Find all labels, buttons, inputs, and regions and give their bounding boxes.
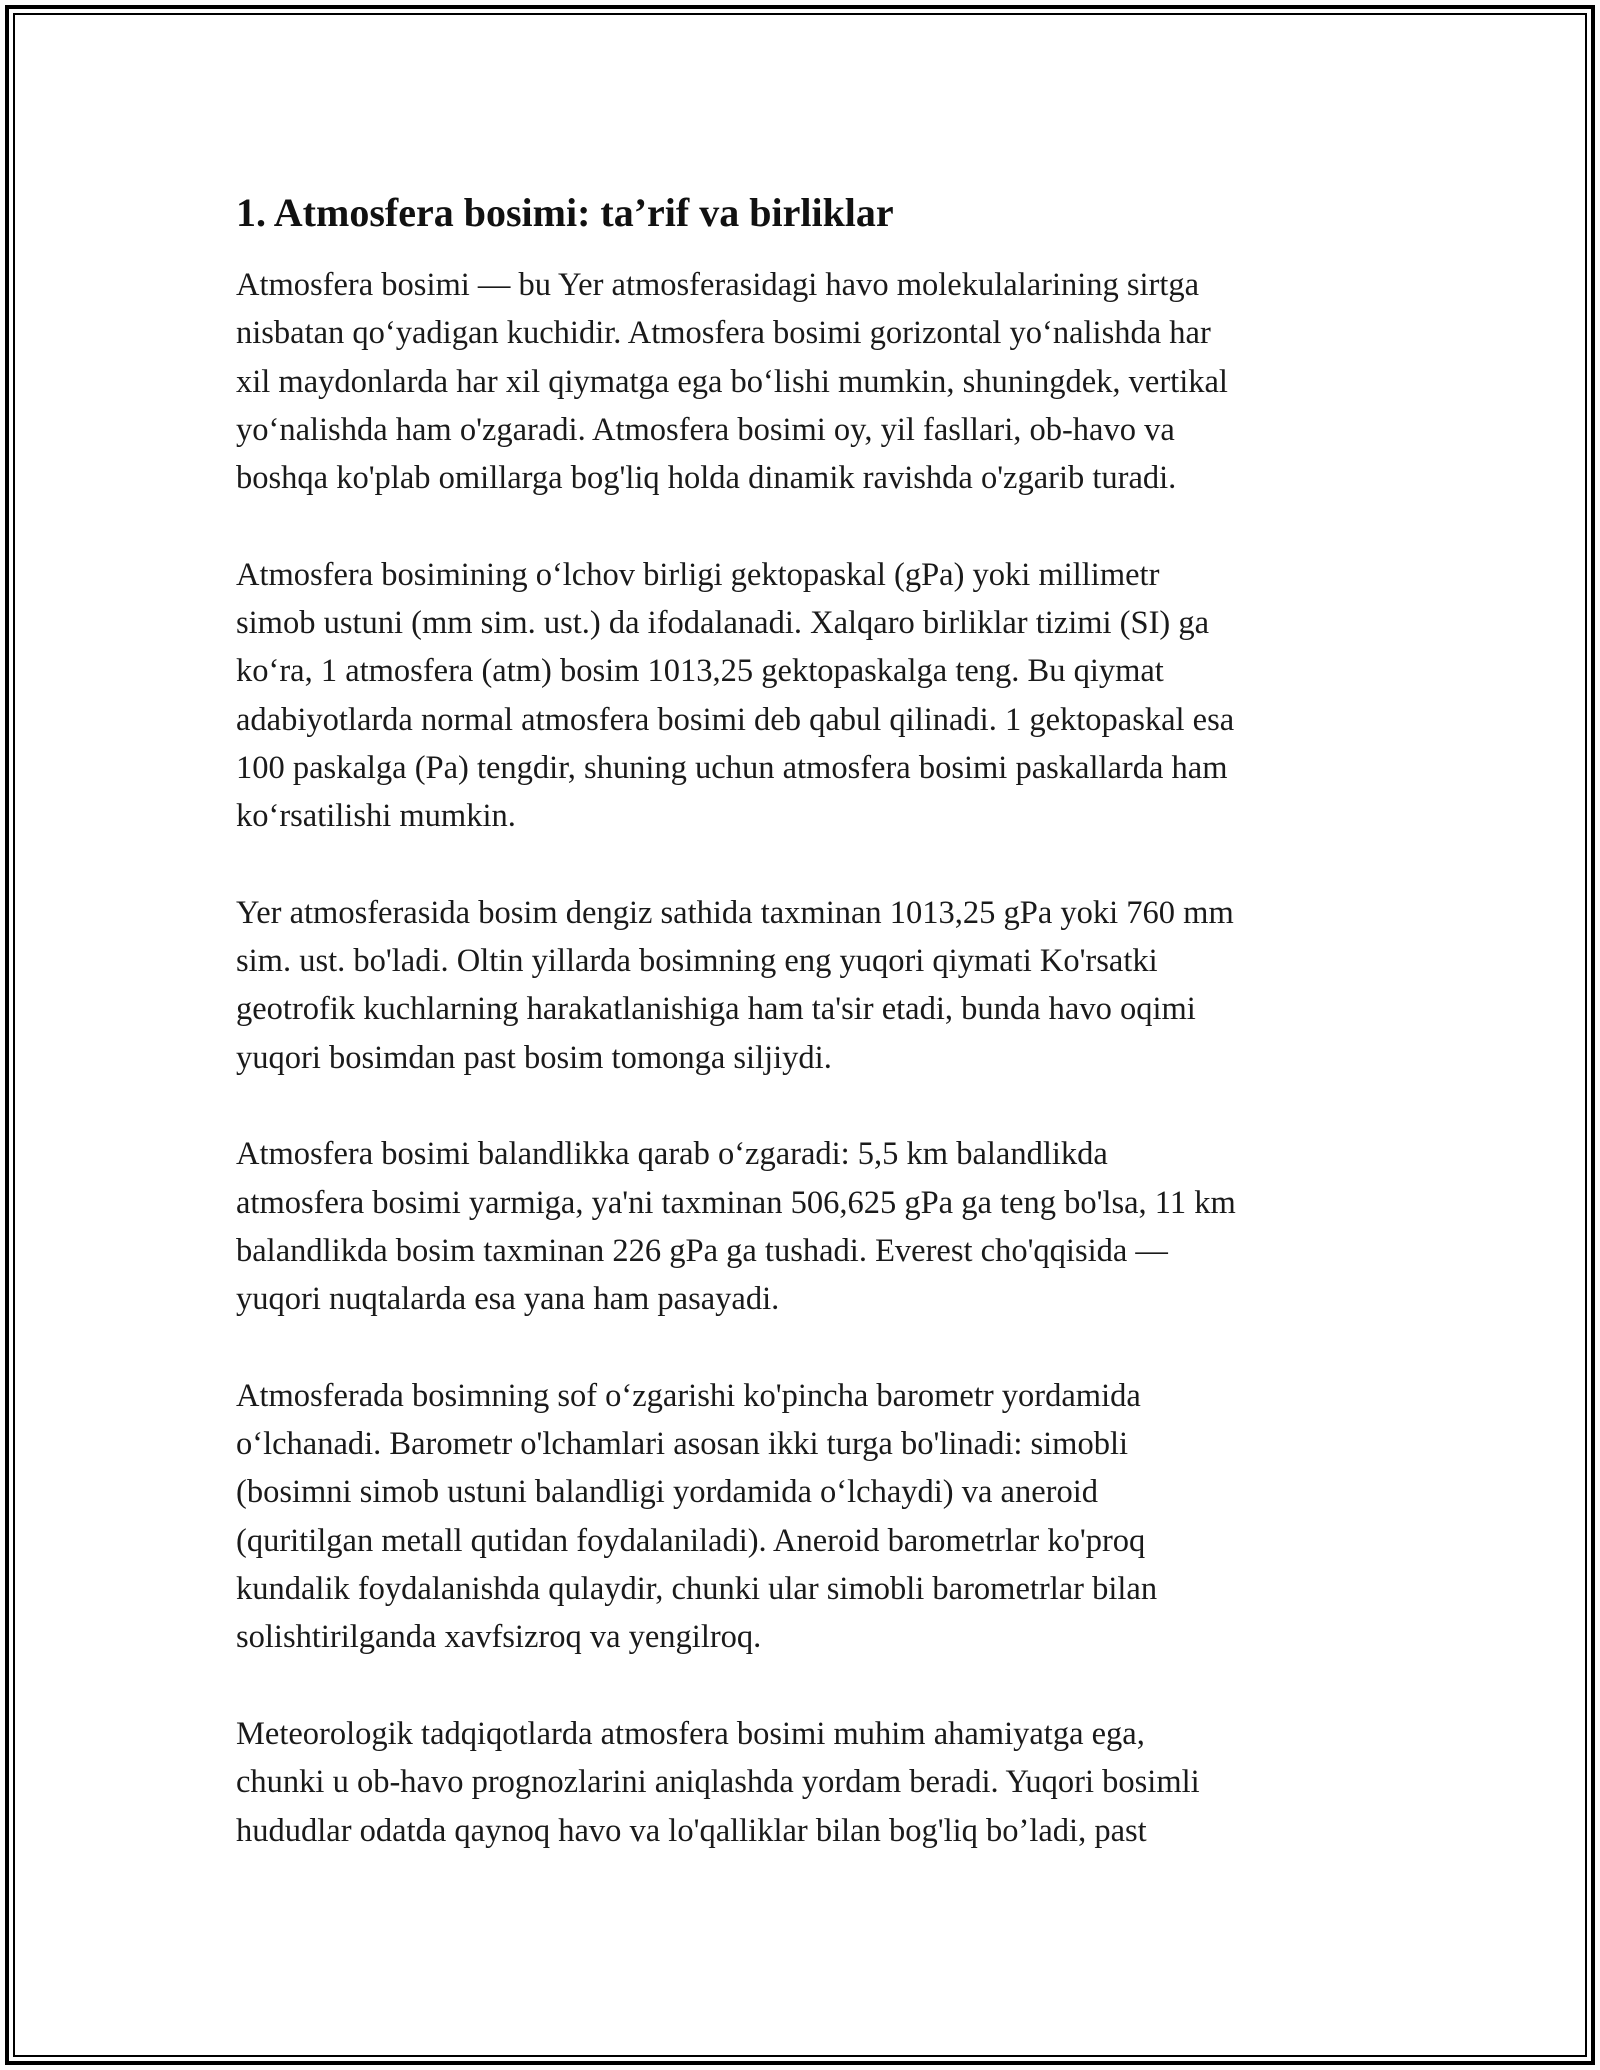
text-line: solishtirilganda xavfsizroq va yengilroq. (236, 1619, 762, 1656)
text-line: Atmosferada bosimning sof o‘zgarishi ko'pincha barometr yordamida (236, 1377, 1141, 1414)
text-line: kundalik foydalanishda qulaydir, chunki ular simobli barometrlar bilan (236, 1571, 1158, 1608)
text-line: sim. ust. bo'ladi. Oltin yillarda bosimning eng yuqori qiymati Ko'rsatki (236, 943, 1158, 980)
document-body (236, 185, 1386, 1903)
paragraph-units (236, 551, 1386, 841)
text-line: balandlikda bosim taxminan 226 gPa ga tushadi. Everest cho'qqisida — (236, 1232, 1168, 1269)
text-line: ko‘rsatilishi mumkin. (236, 798, 516, 835)
text-line: hududlar odatda qaynoq havo va lo'qalliklar bilan bog'liq bo’ladi, past (236, 1812, 1147, 1849)
text-line: nisbatan qo‘yadigan kuchidir. Atmosfera bosimi gorizontal yo‘nalishda har (236, 315, 1211, 352)
text-line: adabiyotlarda normal atmosfera bosimi deb qabul qilinadi. 1 gektopaskal esa (236, 701, 1235, 738)
text-line: (quritilgan metall qutidan foydalaniladi). Aneroid barometrlar ko'proq (236, 1522, 1146, 1559)
paragraph-sea-level (236, 889, 1386, 1082)
text-line: Meteorologik tadqiqotlarda atmosfera bosimi muhim ahamiyatga ega, (236, 1715, 1145, 1752)
paragraph-definition (236, 261, 1386, 502)
text-line: xil maydonlarda har xil qiymatga ega bo‘lishi mumkin, shuningdek, vertikal (236, 363, 1228, 400)
text-line: ko‘ra, 1 atmosfera (atm) bosim 1013,25 gektopaskalga teng. Bu qiymat (236, 653, 1164, 690)
text-line: yo‘nalishda ham o'zgaradi. Atmosfera bosimi oy, yil fasllari, ob-havo va (236, 411, 1175, 448)
text-line: yuqori nuqtalarda esa yana ham pasayadi. (236, 1281, 780, 1318)
paragraph-meteorology (236, 1710, 1386, 1855)
text-line: geotrofik kuchlarning harakatlanishiga ham ta'sir etadi, bunda havo oqimi (236, 991, 1196, 1028)
text-line: chunki u ob-havo prognozlarini aniqlashda yordam beradi. Yuqori bosimli (236, 1764, 1200, 1801)
text-line: atmosfera bosimi yarmiga, ya'ni taxminan 506,625 gPa ga teng bo'lsa, 11 km (236, 1184, 1236, 1221)
section-heading: 1. Atmosfera bosimi: ta’rif va birliklar (236, 190, 894, 235)
text-line: Atmosfera bosimi — bu Yer atmosferasidagi havo molekulalarining sirtga (236, 267, 1200, 303)
text-line: simob ustuni (mm sim. ust.) da ifodalanadi. Xalqaro birliklar tizimi (SI) ga (236, 605, 1210, 642)
text-line: Atmosfera bosimi balandlikka qarab o‘zgaradi: 5,5 km balandlikda (236, 1136, 1108, 1173)
paragraph-altitude (236, 1130, 1386, 1323)
text-line: yuqori bosimdan past bosim tomonga siljiydi. (236, 1039, 832, 1076)
text-line: 100 paskalga (Pa) tengdir, shuning uchun atmosfera bosimi paskallarda ham (236, 749, 1228, 786)
paragraph-barometer (236, 1372, 1386, 1662)
text-line: (bosimni simob ustuni balandligi yordamida o‘lchaydi) va aneroid (236, 1474, 1098, 1511)
text-line: o‘lchanadi. Barometr o'lchamlari asosan ikki turga bo'linadi: simobli (236, 1426, 1129, 1463)
text-line: Atmosfera bosimining o‘lchov birligi gektopaskal (gPa) yoki millimetr (236, 556, 1160, 593)
text-line: boshqa ko'plab omillarga bog'liq holda dinamik ravishda o'zgarib turadi. (236, 460, 1177, 497)
text-line: Yer atmosferasida bosim dengiz sathida taxminan 1013,25 gPa yoki 760 mm (236, 894, 1234, 931)
